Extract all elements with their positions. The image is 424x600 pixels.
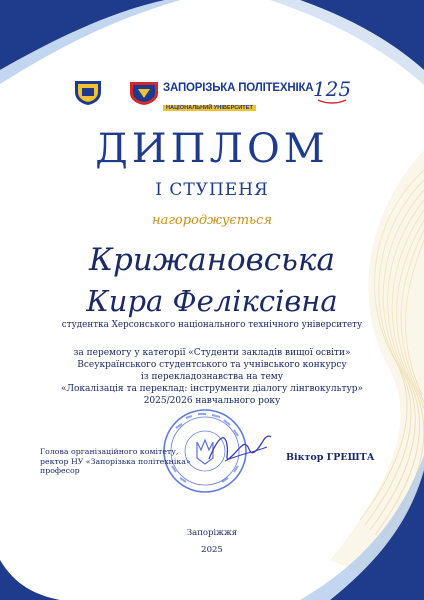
awarded-text: нагороджується — [152, 213, 272, 228]
signatory-position — [40, 447, 191, 476]
diploma-degree: І СТУПЕНЯ — [155, 180, 269, 200]
university-crest-icon — [72, 78, 104, 106]
brand-subtitle: НАЦІОНАЛЬНИЙ УНІВЕРСИТЕТ — [163, 105, 256, 111]
award-text-line: 2025/2026 навчального року — [143, 396, 281, 406]
award-text-line: за перемогу у категорії «Студенти закладів вищої освіти» — [73, 348, 351, 358]
anniversary-125-logo — [312, 70, 352, 108]
signatory-position-line: ректор НУ «Запорізька політехніка» — [40, 456, 191, 466]
anniversary-number: 125 — [312, 77, 352, 101]
award-text-line: Всеукраїнського студентського та учнівського конкурсу — [77, 360, 347, 370]
recipient-given-name: Кира Феліксівна — [86, 284, 338, 318]
handwritten-signature — [205, 425, 275, 473]
diploma-title: ДИПЛОМ — [95, 126, 329, 172]
brand-name: ЗАПОРІЗЬКА ПОЛІТЕХНІКА — [163, 82, 314, 94]
signatory-position-line: Голова організаційного комітету, — [40, 447, 179, 456]
issue-city: Запоріжжя — [186, 528, 238, 538]
student-affiliation: студентка Херсонського національного технічного університету — [61, 320, 363, 330]
university-brand — [163, 82, 313, 113]
signatory-position-line: професор — [40, 466, 80, 476]
logo-row — [0, 70, 424, 110]
issue-year: 2025 — [201, 545, 223, 555]
award-text-line: «Локалізація та переклад: інструменти діалогу лінгвокультур» — [60, 384, 364, 394]
zp-crest-icon — [128, 80, 160, 106]
award-text-line: із перекладознавства на тему — [140, 372, 284, 382]
recipient-surname: Крижановська — [89, 242, 335, 278]
signatory-name: Віктор ГРЕШТА — [286, 452, 375, 463]
